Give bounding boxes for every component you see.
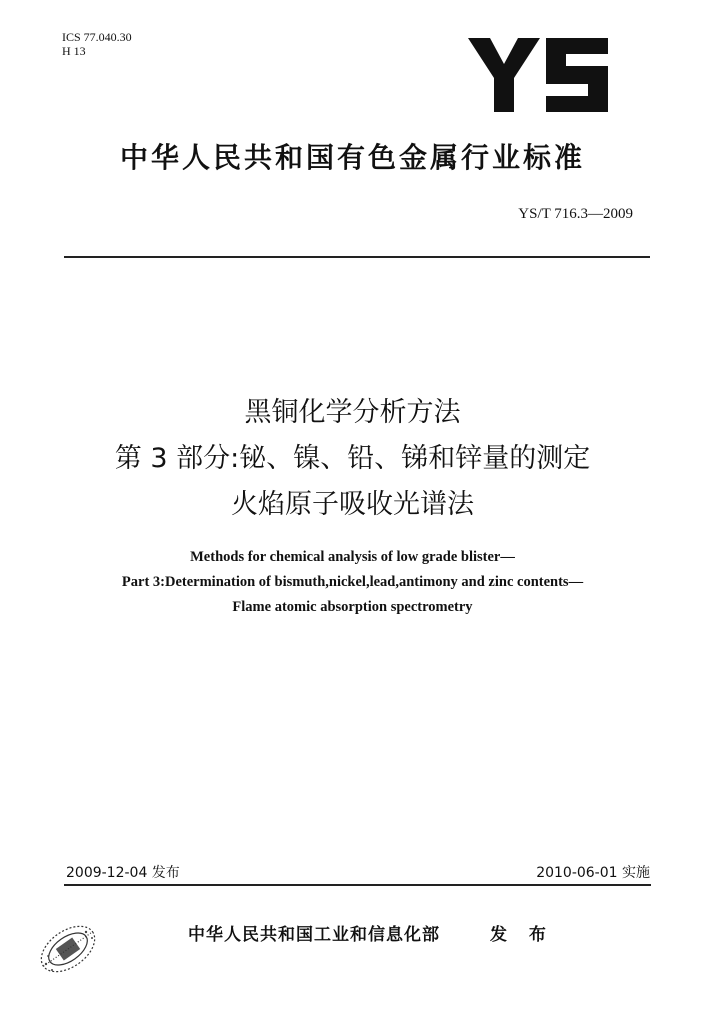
issuing-authority: 中华人民共和国工业和信息化部: [188, 925, 440, 945]
standard-category-title: 中华人民共和国有色金属行业标准: [119, 141, 585, 174]
title-en-line1: Methods for chemical analysis of low grade blister—: [190, 549, 515, 565]
implementation-date: 2010-06-01 实施: [536, 865, 650, 881]
ys-logo-icon: [468, 38, 610, 112]
title-cn-line3: 火焰原子吸收光谱法: [231, 489, 474, 520]
title-cn-line2: 第 3 部分:铋、镍、铅、锑和锌量的测定: [114, 443, 591, 474]
class-code: H 13: [62, 44, 86, 58]
title-cn-line1: 黑铜化学分析方法: [244, 397, 461, 428]
ys-logo: [468, 38, 610, 112]
issue-date: 2009-12-04 发布: [66, 865, 180, 881]
title-en-line3: Flame atomic absorption spectrometry: [232, 599, 473, 615]
stamp-seal-icon: [28, 912, 108, 986]
bottom-divider: [64, 884, 651, 886]
classification-codes: [62, 30, 132, 58]
top-divider: [64, 256, 650, 258]
issue-label: 发 布: [490, 925, 554, 945]
title-en-line2: Part 3:Determination of bismuth,nickel,lead,antimony and zinc contents—: [121, 574, 584, 590]
ics-code: ICS 77.040.30: [62, 30, 132, 44]
standard-number: YS/T 716.3—2009: [518, 206, 633, 222]
